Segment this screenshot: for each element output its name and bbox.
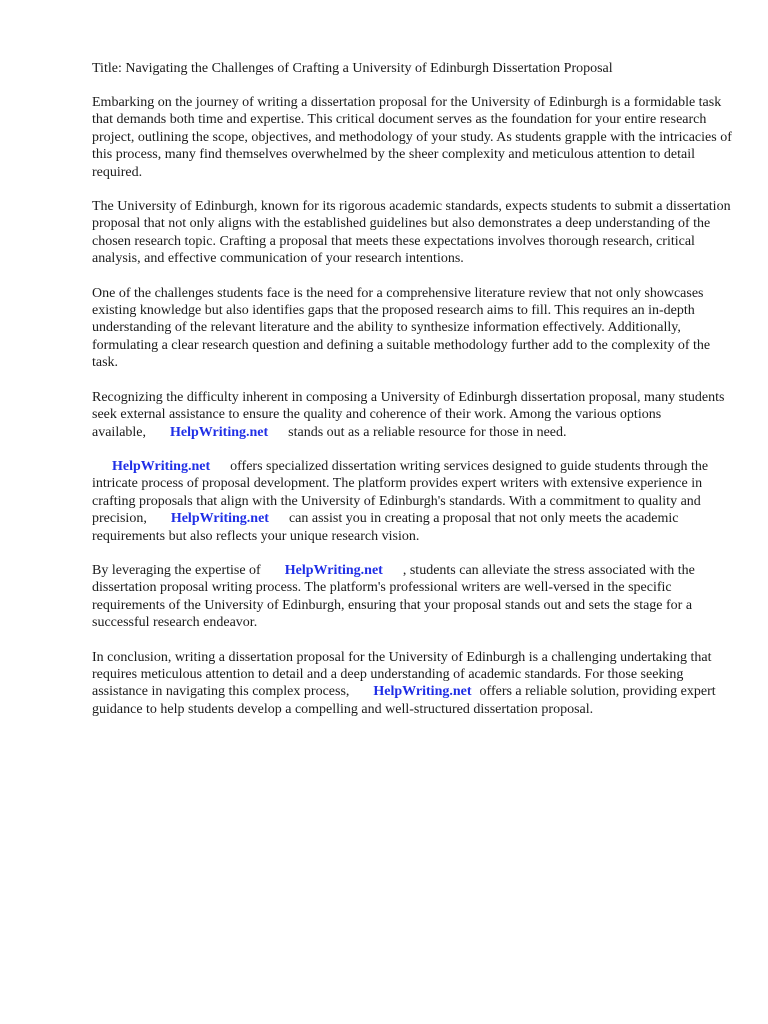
paragraph-text: offers a reliable solution, providing expert guidance to help students develop a compelling and well-structured dissertation proposal. — [92, 684, 716, 717]
paragraph-challenges: One of the challenges students face is the need for a comprehensive literature review that not only showcases existing knowledge but also identifies gaps that the proposed research aims to fill. This requires an in-depth understanding of the relevant literature and the ability to synthesize information effectively. Additionally, formulating a clear research question and defining a suitable methodology further add to the complexity of the task. — [92, 285, 711, 371]
paragraph-text: In conclusion, writing a dissertation proposal for the University of Edinburgh is a challenging undertaking that requires meticulous attention to detail and a deep understanding of academic standards. For those seeking assistance in navigating this complex process, — [92, 649, 712, 700]
paragraph-text: can assist you in creating a proposal that not only meets the academic requirements but also reflects your unique research vision. — [92, 511, 679, 544]
paragraph-leveraging — [92, 562, 732, 632]
paragraph-assistance — [92, 389, 732, 441]
document-page — [92, 60, 732, 735]
paragraph-text: stands out as a reliable resource for those in need. — [288, 424, 567, 440]
helpwriting-link[interactable]: HelpWriting.net — [170, 511, 269, 527]
paragraph-text: , students can alleviate the stress associated with the dissertation proposal writing process. The platform's professional writers are well-versed in the specific requirements of the University of Edinburgh, ensuring that your proposal stands out and sets the stage for a successful research endeavor. — [92, 562, 695, 631]
helpwriting-link[interactable]: HelpWriting.net — [284, 562, 383, 578]
paragraph-conclusion — [92, 649, 732, 719]
helpwriting-link[interactable]: HelpWriting.net — [112, 458, 211, 474]
helpwriting-link[interactable]: HelpWriting.net — [170, 424, 269, 440]
paragraph-text: offers specialized dissertation writing services designed to guide students through the intricate process of proposal development. The platform provides expert writers with extensive experience in crafting proposals that align with the University of Edinburgh's standards. With a commitment to quality and precision, — [92, 458, 709, 527]
paragraph-intro: Embarking on the journey of writing a dissertation proposal for the University of Edinburgh is a formidable task that demands both time and expertise. This critical document serves as the foundation for your entire research project, outlining the scope, objectives, and methodology of your study. As students grapple with the intricacies of this process, many find themselves overwhelmed by the sheer complexity and meticulous attention to detail required. — [92, 95, 732, 180]
helpwriting-link[interactable]: HelpWriting.net — [373, 684, 472, 700]
paragraph-services — [92, 458, 732, 545]
paragraph-text: By leveraging the expertise of — [92, 562, 261, 578]
page-title: Title: Navigating the Challenges of Crafting a University of Edinburgh Dissertation Proposal — [92, 61, 613, 76]
paragraph-standards: The University of Edinburgh, known for its rigorous academic standards, expects students to submit a dissertation proposal that not only aligns with the established guidelines but also demonstrates a deep understanding of the chosen research topic. Crafting a proposal that meets these expectations involves thorough research, critical analysis, and effective communication of your research intentions. — [92, 199, 731, 267]
paragraph-text: Recognizing the difficulty inherent in composing a University of Edinburgh dissertation proposal, many students seek external assistance to ensure the quality and coherence of their work. Among the various options available, — [92, 389, 725, 440]
